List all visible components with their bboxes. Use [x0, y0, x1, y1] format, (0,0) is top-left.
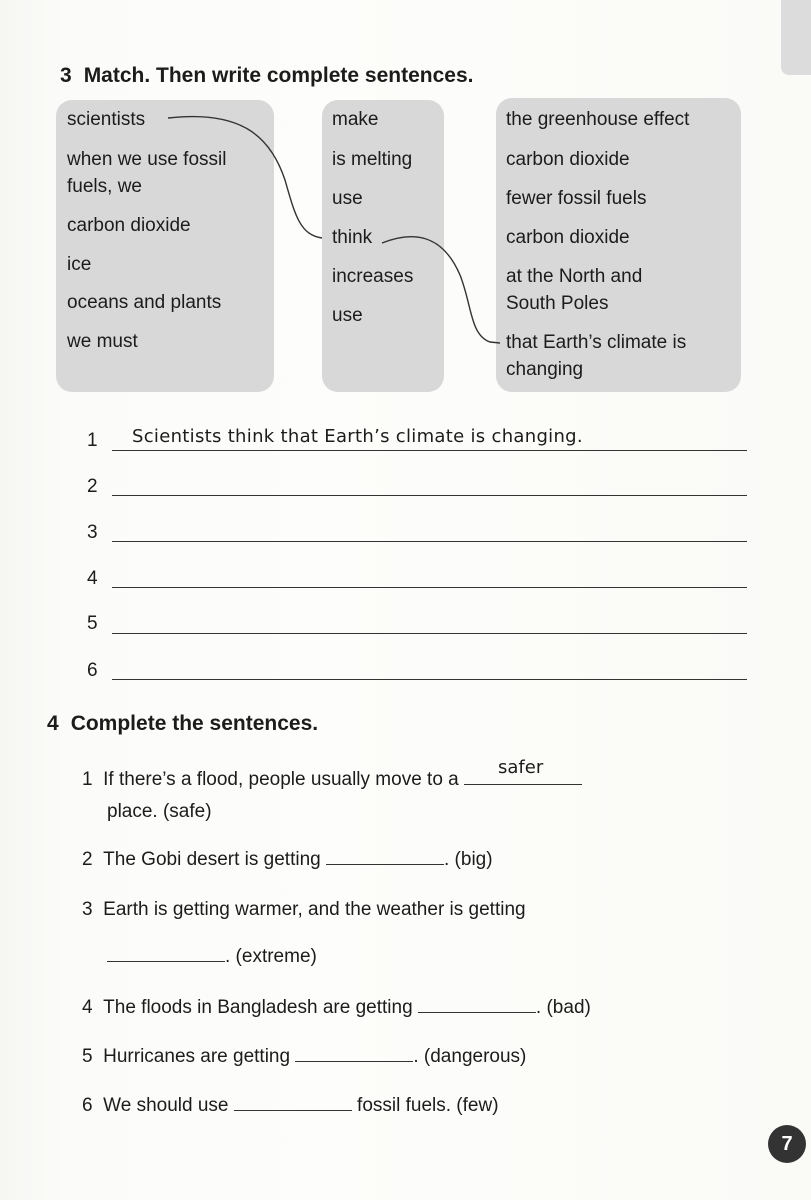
match-line-think-climate — [382, 237, 500, 343]
answer-line-number: 1 — [87, 430, 98, 451]
exercise-3-instruction: Match. Then write complete sentences. — [83, 64, 474, 87]
sentence-suffix: . (bad) — [535, 997, 591, 1018]
answer-blank[interactable] — [464, 757, 582, 785]
sentence-text: If there’s a flood, people usually move to a — [103, 769, 459, 790]
col3-item: the greenhouse effect — [506, 109, 690, 130]
col1-item: carbon dioxide — [67, 215, 191, 236]
item-number: 6 — [82, 1095, 93, 1116]
col3-item: fewer fossil fuels — [506, 188, 647, 209]
answer-line[interactable] — [112, 495, 747, 496]
col3-item: carbon dioxide — [506, 149, 630, 170]
col1-item: ice — [67, 254, 92, 275]
answer-blank[interactable] — [107, 943, 225, 962]
sentence-suffix: . (extreme) — [225, 946, 317, 967]
col1-item: fuels, we — [67, 176, 142, 197]
item-number: 2 — [82, 849, 93, 870]
sentence-text: Earth is getting warmer, and the weather is getting — [103, 899, 526, 920]
exercise-3-number: 3 — [60, 64, 72, 87]
match-line-scientists-think — [168, 117, 322, 238]
item-number: 4 — [82, 997, 93, 1018]
col2-item: increases — [332, 266, 414, 287]
sentence-text: The floods in Bangladesh are getting — [103, 997, 413, 1018]
page-number: 7 — [768, 1125, 806, 1163]
answer-blank[interactable] — [326, 846, 444, 865]
answer-line[interactable] — [112, 633, 747, 634]
sentence-item — [82, 846, 493, 874]
answer-line-number: 2 — [87, 476, 98, 497]
col1-item: scientists — [67, 109, 146, 130]
blank-handwriting: safer — [498, 757, 544, 778]
col3-item: at the North and — [506, 266, 643, 287]
answer-line-number: 5 — [87, 613, 98, 634]
answer-line[interactable] — [112, 587, 747, 588]
answer-line-number: 3 — [87, 522, 98, 543]
item-number: 1 — [82, 769, 93, 790]
col3-item: South Poles — [506, 293, 609, 314]
col2-item: make — [332, 109, 379, 130]
sentence-continuation: place. (safe) — [107, 801, 212, 822]
col2-item: use — [332, 305, 363, 326]
answer-blank[interactable] — [418, 994, 536, 1013]
answer-line[interactable] — [112, 450, 747, 451]
col3-item: that Earth’s climate is — [506, 332, 687, 353]
col2-item: is melting — [332, 149, 413, 170]
sentence-continuation — [107, 943, 317, 971]
sentence-item — [82, 896, 526, 924]
exercise-4-instruction: Complete the sentences. — [70, 712, 319, 735]
col2-item: think — [332, 227, 373, 248]
exercise-4-number: 4 — [47, 712, 59, 735]
answer-line-number: 6 — [87, 660, 98, 681]
answer-handwriting: Scientists think that Earth’s climate is changing. — [132, 426, 583, 447]
col1-item: when we use fossil — [67, 149, 227, 170]
col3-item: carbon dioxide — [506, 227, 630, 248]
sentence-item — [82, 1043, 526, 1071]
sentence-suffix: . (big) — [444, 849, 493, 870]
col1-item: oceans and plants — [67, 292, 222, 313]
answer-line[interactable] — [112, 541, 747, 542]
sentence-item — [82, 757, 582, 794]
sentence-text: Hurricanes are getting — [103, 1046, 291, 1067]
sentence-item — [82, 994, 591, 1022]
item-number: 3 — [82, 899, 93, 920]
col3-item: changing — [506, 359, 584, 380]
sentence-text: We should use — [103, 1095, 229, 1116]
answer-line[interactable] — [112, 679, 747, 680]
sentence-item — [82, 1092, 499, 1120]
item-number: 5 — [82, 1046, 93, 1067]
answer-line-number: 4 — [87, 568, 98, 589]
sentence-suffix: . (dangerous) — [413, 1046, 527, 1067]
col1-item: we must — [67, 331, 138, 352]
exercise-4-heading — [47, 712, 318, 736]
sentence-suffix: fossil fuels. (few) — [357, 1095, 499, 1116]
col2-item: use — [332, 188, 363, 209]
sentence-text: The Gobi desert is getting — [103, 849, 321, 870]
answer-blank[interactable] — [295, 1043, 413, 1062]
answer-blank[interactable] — [234, 1092, 352, 1111]
